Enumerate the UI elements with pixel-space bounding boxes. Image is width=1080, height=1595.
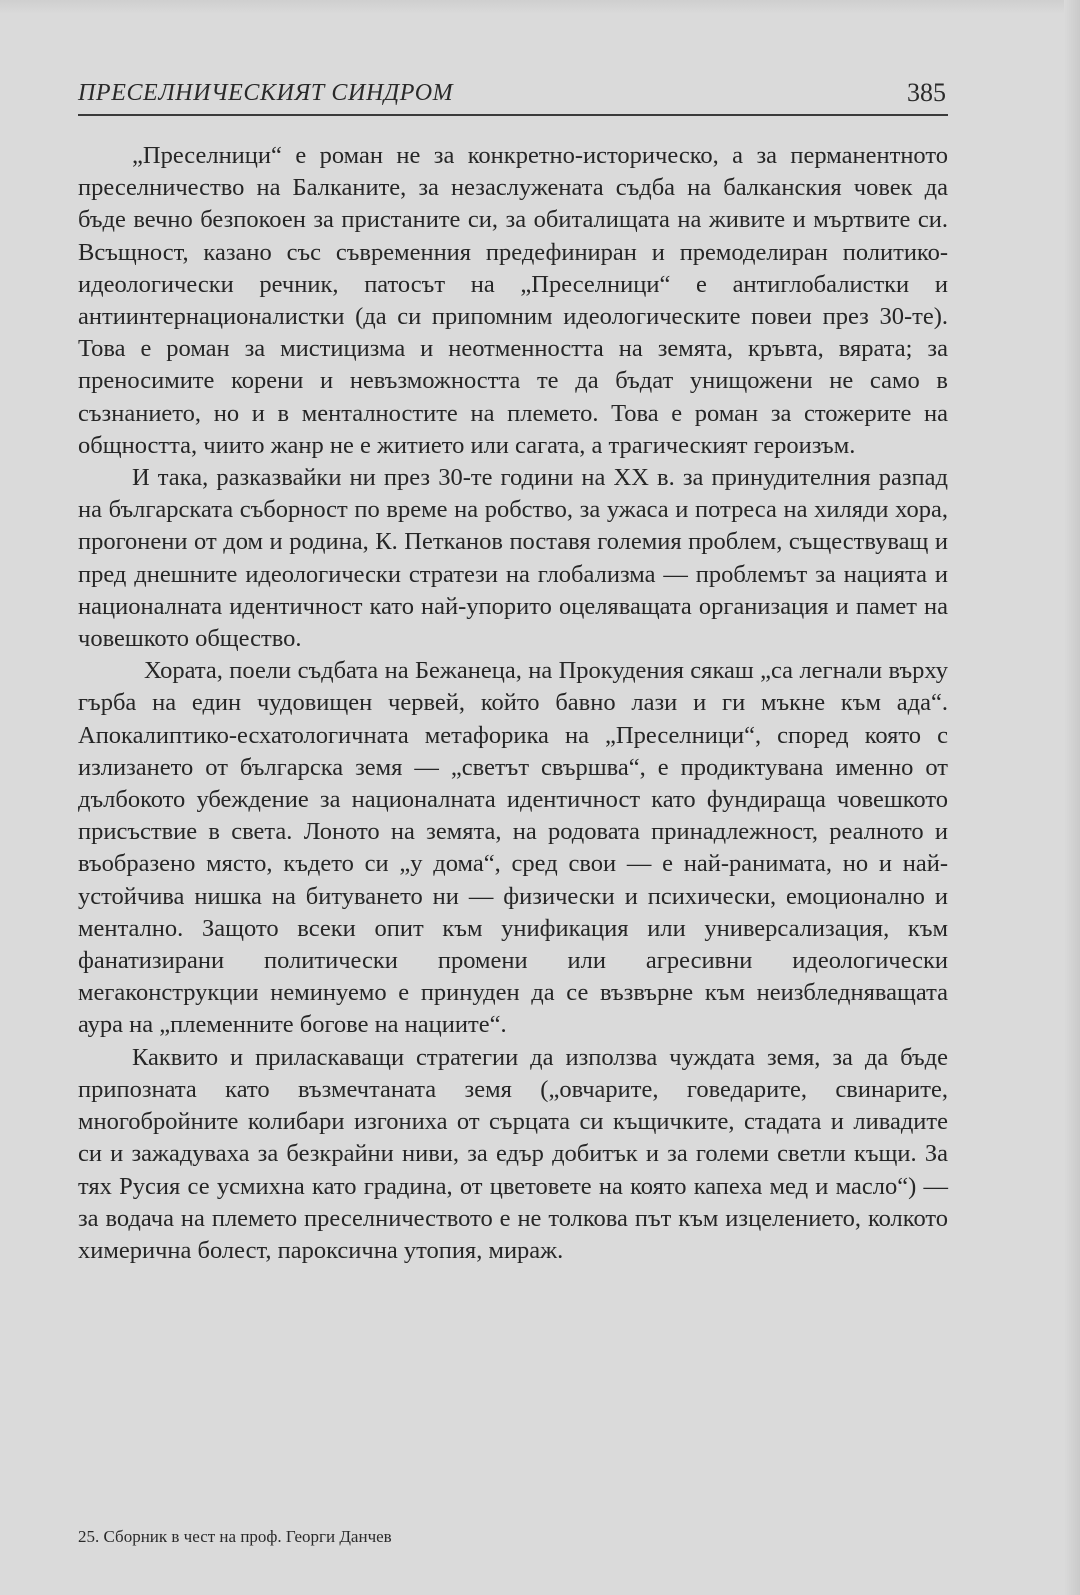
page-number: 385 xyxy=(907,78,946,107)
page-gutter-shadow xyxy=(1064,0,1080,1595)
paragraph: „Преселници“ е роман не за конкретно-историческо, а за перманентното преселничество на Балканите, за незаслужената съдба на балканския човек да бъде вечно безпокоен за пристаните си, за обиталищата на живите и мъртвите си. Всъщност, казано със съвременния предефиниран и премоделиран политико-идеологически речник, патосът на „Преселници“ е антиглобалистки и антиинтернационалистки (да си припомним идеологическите повеи през 30-те). Това е роман за мистицизма и неотменността на земята, кръвта, вярата; за преносимите корени и невъзможността те да бъдат унищожени не само в съзнанието, но и в менталностите на племето. Това е роман за стожерите на общността, чиито жанр не е житието или сагата, а трагическият героизъм. xyxy=(78,142,948,459)
body-text xyxy=(78,140,948,1267)
signature-footer: 25. Сборник в чест на проф. Георги Данчев xyxy=(78,1527,392,1546)
running-header xyxy=(78,72,948,116)
page-edge-shadow xyxy=(0,0,1080,14)
paragraph: Хората, поели съдбата на Бежанеца, на Прокудения сякаш „са легнали върху гърба на един чудовищен червей, който бавно лази и ги мъкне към ада“. Апокалиптико-есхатологичната метафорика на „Преселници“, според която с излизането от българска земя — „светът свършва“, е продиктувана именно от дълбокото убеждение за националната идентичност като фундираща човешкото присъствие в света. Лоното на земята, на родовата принадлежност, реалното и въобразено място, където си „у дома“, сред свои — е най-ранимата, но и най-устойчива нишка на битуването ни — физически и психически, емоционално и ментално. Защото всеки опит към унификация или универсализация, към фанатизирани политически промени или агресивни идеологически мегаконструкции неминуемо е принуден да се възвърне към неизбледняващата аура на „племенните богове на нациите“. xyxy=(78,657,948,1039)
running-title: ПРЕСЕЛНИЧЕСКИЯТ СИНДРОМ xyxy=(78,80,454,106)
header-rule xyxy=(78,114,948,116)
paragraph: И така, разказвайки ни през 30-те години на XX в. за принудителния разпад на българската съборност по време на робство, за ужаса и потреса на хиляди хора, прогонени от дом и родина, К. Петканов поставя големия проблем, съществуващ и пред днешните идеологически стратези на глобализма — проблемът за нацията и националната идентичност като най-упорито оцеляващата организация и памет на човешкото общество. xyxy=(78,464,948,653)
paragraph: Каквито и приласкаващи стратегии да използва чуждата земя, за да бъде припозната като възмечтаната земя („овчарите, говедарите, свинарите, многобройните колибари изгониха от сърцата си къщичките, стадата и ливадите си и зажадуваха за безкрайни ниви, за едър добитък и за големи светли къщи. За тях Русия се усмихна като градина, от цветовете на която капеха мед и масло“) — за водача на племето преселничеството е не толкова път към изцелението, колкото химерична болест, пароксична утопия, мираж. xyxy=(78,1043,948,1264)
